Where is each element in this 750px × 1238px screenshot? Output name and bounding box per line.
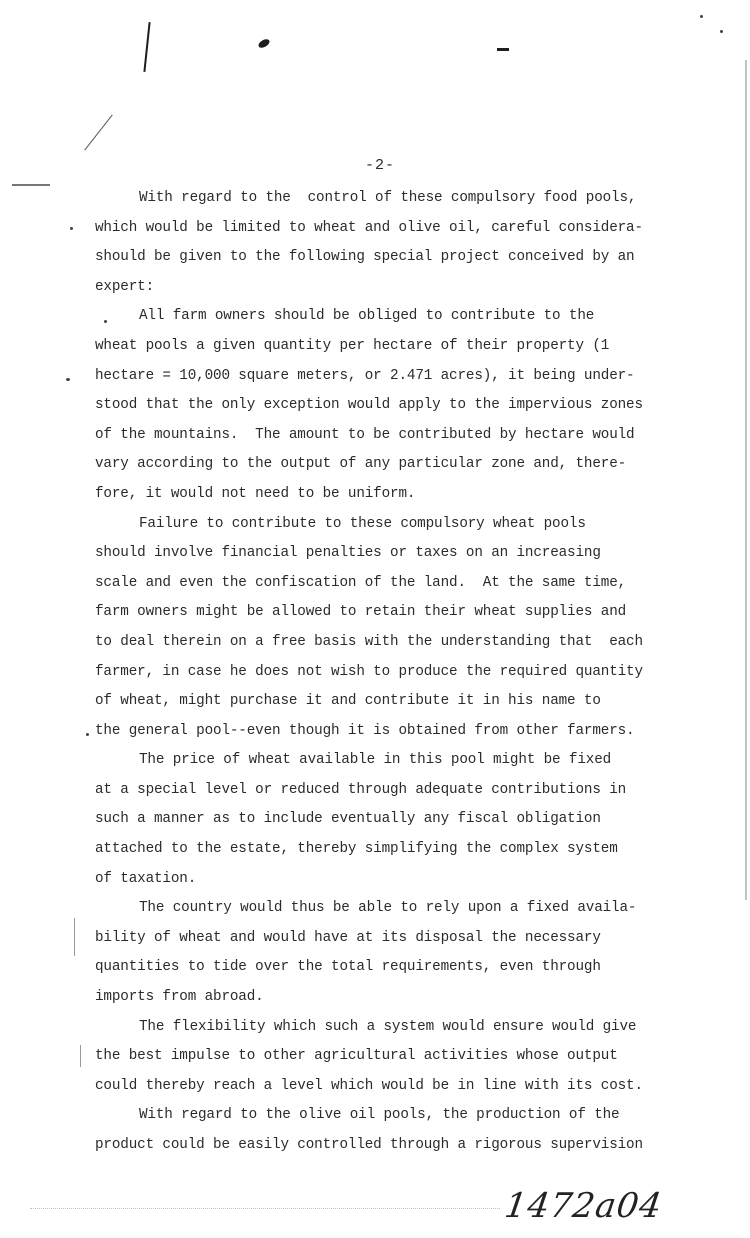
text-line: such a manner as to include eventually any fiscal obligation xyxy=(95,811,601,828)
text-line: The flexibility which such a system would ensure would give xyxy=(139,1018,637,1035)
scan-speck xyxy=(86,733,89,736)
text-line: scale and even the confiscation of the land. At the same time, xyxy=(95,574,627,591)
text-line: should involve financial penalties or taxes on an increasing xyxy=(95,545,601,562)
text-line: quantities to tide over the total requirements, even through xyxy=(95,959,601,976)
text-line: could thereby reach a level which would be in line with its cost. xyxy=(95,1077,643,1094)
text-line: should be given to the following special project conceived by an xyxy=(95,249,635,266)
text-line: fore, it would not need to be uniform. xyxy=(95,485,416,502)
scan-mark-top-left xyxy=(143,22,150,72)
scan-speck xyxy=(720,30,723,33)
text-line: the best impulse to other agricultural activities whose output xyxy=(95,1048,618,1065)
page-number: -2- xyxy=(364,157,395,174)
text-line: of wheat, might purchase it and contribute it in his name to xyxy=(95,693,601,710)
text-line: wheat pools a given quantity per hectare of their property (1 xyxy=(95,337,610,354)
scan-mark-diagonal xyxy=(84,114,112,150)
scan-speck xyxy=(70,227,73,230)
text-line: farm owners might be allowed to retain their wheat supplies and xyxy=(95,604,627,621)
text-line: imports from abroad. xyxy=(95,989,264,1006)
text-line: farmer, in case he does not wish to produce the required quantity xyxy=(95,663,643,680)
text-line: attached to the estate, thereby simplifying the complex system xyxy=(95,841,618,858)
scan-edge-right xyxy=(745,60,747,900)
text-line: of the mountains. The amount to be contributed by hectare would xyxy=(95,426,635,443)
text-line: hectare = 10,000 square meters, or 2.471 acres), it being under- xyxy=(95,367,635,384)
text-line: at a special level or reduced through adequate contributions in xyxy=(95,781,627,798)
text-line: All farm owners should be obliged to contribute to the xyxy=(139,308,595,325)
text-line: expert: xyxy=(95,278,155,295)
scan-bracket-1 xyxy=(74,918,75,956)
text-line: which would be limited to wheat and olive oil, careful considera- xyxy=(95,219,643,236)
text-line: to deal therein on a free basis with the understanding that each xyxy=(95,633,643,650)
scan-dash xyxy=(497,48,509,51)
body-text xyxy=(95,184,695,1161)
scan-blot xyxy=(257,37,271,49)
text-line: With regard to the olive oil pools, the production of the xyxy=(139,1107,620,1124)
text-line: Failure to contribute to these compulsory wheat pools xyxy=(139,515,586,532)
text-line: The country would thus be able to rely upon a fixed availa- xyxy=(139,900,637,917)
text-line: bility of wheat and would have at its disposal the necessary xyxy=(95,929,601,946)
scan-speck xyxy=(66,378,70,381)
scan-margin-mark xyxy=(12,184,50,186)
scan-bracket-2 xyxy=(80,1045,81,1067)
handwritten-annotation: 1472a04 xyxy=(502,1186,665,1226)
text-line: stood that the only exception would apply to the impervious zones xyxy=(95,397,643,414)
scan-footer-noise xyxy=(30,1208,500,1219)
text-line: With regard to the control of these compulsory food pools, xyxy=(139,190,637,206)
scan-speck xyxy=(700,15,703,18)
text-line: of taxation. xyxy=(95,870,197,887)
text-line: the general pool--even though it is obtained from other farmers. xyxy=(95,722,635,739)
text-line: vary according to the output of any particular zone and, there- xyxy=(95,456,627,473)
text-line: product could be easily controlled through a rigorous supervision xyxy=(95,1137,643,1153)
text-line: The price of wheat available in this pool might be fixed xyxy=(139,752,612,769)
